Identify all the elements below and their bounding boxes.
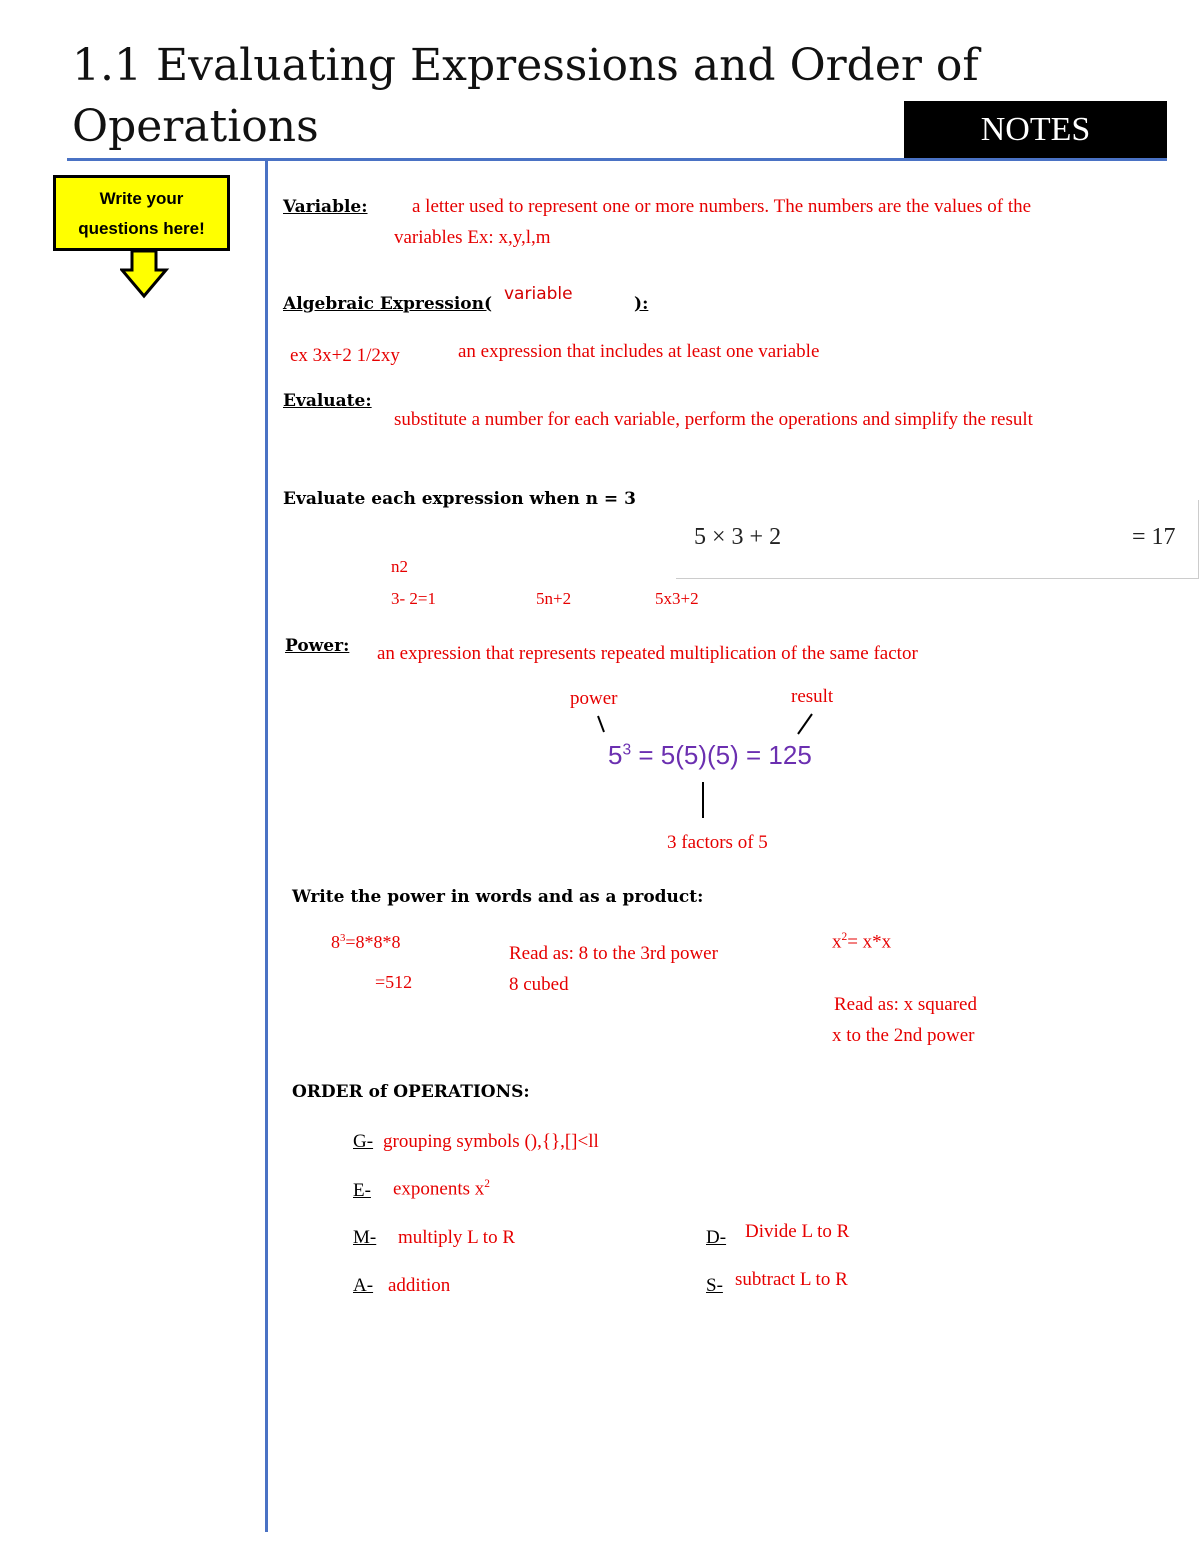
power-label: Power: (285, 636, 350, 656)
power-annotation-factors: 3 factors of 5 (667, 832, 768, 853)
down-arrow-icon (120, 248, 170, 300)
power-equation-base: 5 (608, 740, 623, 770)
power-equation-exponent: 3 (622, 741, 632, 759)
header-divider (67, 158, 1167, 161)
evaluate-each-prompt: Evaluate each expression when n = 3 (283, 489, 636, 509)
power-annotation-power: power (570, 688, 618, 709)
order-s-label: S- (706, 1275, 723, 1296)
callout-line2: questions here! (78, 219, 205, 238)
algebraic-expression-label (283, 294, 648, 314)
order-e-exponent: 2 (484, 1178, 490, 1190)
margin-divider (265, 160, 268, 1532)
math-expression-left: 5 × 3 + 2 (694, 524, 782, 550)
example1-result: =512 (375, 972, 413, 992)
order-a-label: A- (353, 1275, 374, 1296)
example2-rest: = x*x (847, 931, 892, 953)
power-definition: an expression that represents repeated multiplication of the same factor (377, 643, 918, 664)
order-g-text: grouping symbols (),{},[]<ll (383, 1131, 599, 1152)
example2-equation (832, 931, 891, 953)
example2-exponent: 2 (841, 931, 848, 943)
result-pointer-line (798, 714, 812, 734)
questions-callout (53, 175, 230, 251)
work-n2: n2 (391, 557, 408, 576)
power-equation (608, 740, 812, 771)
order-of-operations-title: ORDER of OPERATIONS: (292, 1082, 530, 1102)
example2-read-line1: Read as: x squared (834, 994, 977, 1015)
example1-exponent: 3 (340, 932, 346, 944)
example1-base: 8 (331, 932, 340, 952)
example2-base: x (832, 931, 842, 953)
algebraic-blank-answer: variable (504, 284, 573, 304)
example1-rest: =8*8*8 (345, 932, 401, 952)
variable-definition-line2: variables Ex: x,y,l,m (394, 227, 551, 248)
algebraic-label-end: ): (634, 294, 649, 314)
order-a-text: addition (388, 1275, 451, 1296)
write-power-prompt: Write the power in words and as a product: (292, 887, 704, 907)
power-equation-rest: = 5(5)(5) = 125 (631, 740, 812, 770)
order-m-label: M- (353, 1227, 377, 1248)
page-title-line1: 1.1 Evaluating Expressions and Order of (72, 40, 979, 91)
page-title-line2: Operations (72, 101, 319, 152)
order-g-label: G- (353, 1131, 374, 1152)
power-pointer-line (598, 716, 604, 732)
notes-badge: NOTES (904, 101, 1167, 159)
power-annotation-result: result (791, 686, 834, 707)
example1-read-line2: 8 cubed (509, 974, 569, 995)
variable-definition-line1: a letter used to represent one or more numbers. The numbers are the values of the (412, 196, 1032, 217)
variable-label: Variable: (283, 197, 368, 217)
example1-read-line1: Read as: 8 to the 3rd power (509, 943, 718, 964)
work-step-1: 3- 2=1 (391, 589, 436, 608)
example2-read-line2: x to the 2nd power (832, 1025, 975, 1046)
order-e-text-main: exponents x (393, 1178, 485, 1200)
order-d-label: D- (706, 1227, 727, 1248)
order-e-label: E- (353, 1180, 371, 1201)
order-d-text: Divide L to R (745, 1221, 850, 1242)
evaluate-label: Evaluate: (283, 391, 372, 411)
example1-equation (331, 932, 401, 953)
order-s-text: subtract L to R (735, 1269, 848, 1290)
algebraic-definition: an expression that includes at least one variable (458, 341, 820, 362)
work-step-2: 5n+2 (536, 589, 572, 608)
algebraic-label-start: Algebraic Expression( (283, 294, 493, 314)
algebraic-example: ex 3x+2 1/2xy (290, 345, 400, 366)
callout-line1: Write your (99, 189, 184, 208)
math-expression-right: = 17 (1132, 524, 1176, 550)
work-step-3: 5x3+2 (655, 589, 699, 608)
order-m-text: multiply L to R (398, 1227, 515, 1248)
order-e-text (393, 1178, 490, 1200)
evaluate-definition: substitute a number for each variable, perform the operations and simplify the result (394, 409, 1033, 430)
